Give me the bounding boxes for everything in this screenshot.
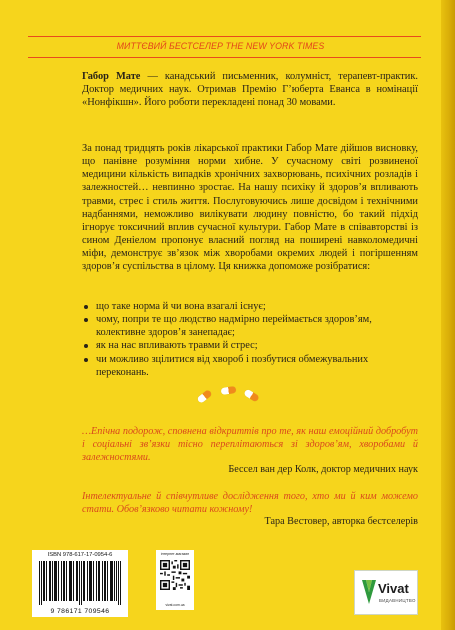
publisher-subtitle: ВИДАВНИЦТВО	[379, 598, 416, 603]
author-name: Габор Мате	[82, 71, 141, 82]
pills-decoration	[195, 381, 265, 405]
qr-code-icon	[160, 560, 190, 590]
author-bio	[82, 70, 418, 110]
vivat-logo-icon	[360, 578, 378, 606]
pill-icon	[221, 386, 237, 395]
review-attribution-1: Бессел ван дер Колк, доктор медичних наук	[228, 464, 418, 475]
list-item: чому, попри те що людство надмірно переймається здоровʼям, колективне здоровʼя занепадає;	[82, 313, 418, 339]
list-item: чи можливо зцілитися від хвороб і позбутися обмежувальних переконань.	[82, 353, 418, 379]
book-description: За понад тридцять років лікарської практики Габор Мате дійшов висновку, що панівне розуміння норми хибне. У сучасному світі розвиненої медицини кількість випадків хронічних захворювань, психічних розладів і залежностей… невпинно зростає. На нашу психіку й здоровʼя впливають травми, стрес і стиль життя. Послуговуючись лише досвідом і технічними надбаннями, неможливо вилікувати людину повністю, бо такий підхід ігнорує токсичний вплив сучасної культури. Габор Мате в співавторстві із сином Деніелом пропонує власний погляд на поширені навколомедичні міфи, демонструє звʼязок між хворобами окремих людей і погіршенням здоровʼя суспільства в цілому. Ця книжка допоможе розібратися:	[82, 143, 418, 273]
qr-url: vivat.com.ua	[165, 603, 185, 607]
qr-code-panel[interactable]	[156, 550, 194, 610]
review-quote-2: Інтелектуальне й співчутливе дослідження того, хто ми й ким можемо стати. Обовʼязково читати кожному!	[82, 491, 418, 516]
book-spine-edge	[441, 0, 455, 630]
pill-icon	[243, 389, 259, 403]
isbn-label: ISBN 978-617-17-0954-6	[47, 552, 113, 558]
publisher-name: Vivat	[378, 581, 409, 596]
review-attribution-2: Тара Вестовер, авторка бестселерів	[264, 516, 418, 527]
tagline-rule	[28, 57, 421, 58]
bestseller-tagline: МИТТЄВИЙ БЕСТСЕЛЕР THE NEW YORK TIMES	[116, 41, 325, 51]
topics-list	[82, 300, 418, 379]
list-item: що таке норма й чи вона взагалі існує;	[82, 300, 418, 313]
publisher-logo	[354, 570, 418, 615]
isbn-barcode	[32, 550, 128, 617]
review-quote-1: …Епічна подорож, сповнена відкриттів про те, як наш емоційний добробут і соціальні звʼязки тісно переплітаються зі здоровʼям, хворобами й залежностями.	[82, 426, 418, 464]
barcode-icon	[39, 561, 121, 605]
list-item: як на нас впливають травми й стрес;	[82, 339, 418, 352]
top-rule	[28, 36, 421, 37]
author-bio-text: — канадський письменник, колумніст, терапевт-практик. Доктор медичних наук. Отримав Премію Гʼюберта Еванса в номінації «Нонфікшн». Його роботи перекладені понад 30 мовами.	[82, 71, 418, 109]
barcode-digits: 9 786171 709546	[50, 608, 110, 615]
pill-icon	[196, 389, 212, 404]
qr-label: інтернет-магазин	[160, 552, 190, 556]
